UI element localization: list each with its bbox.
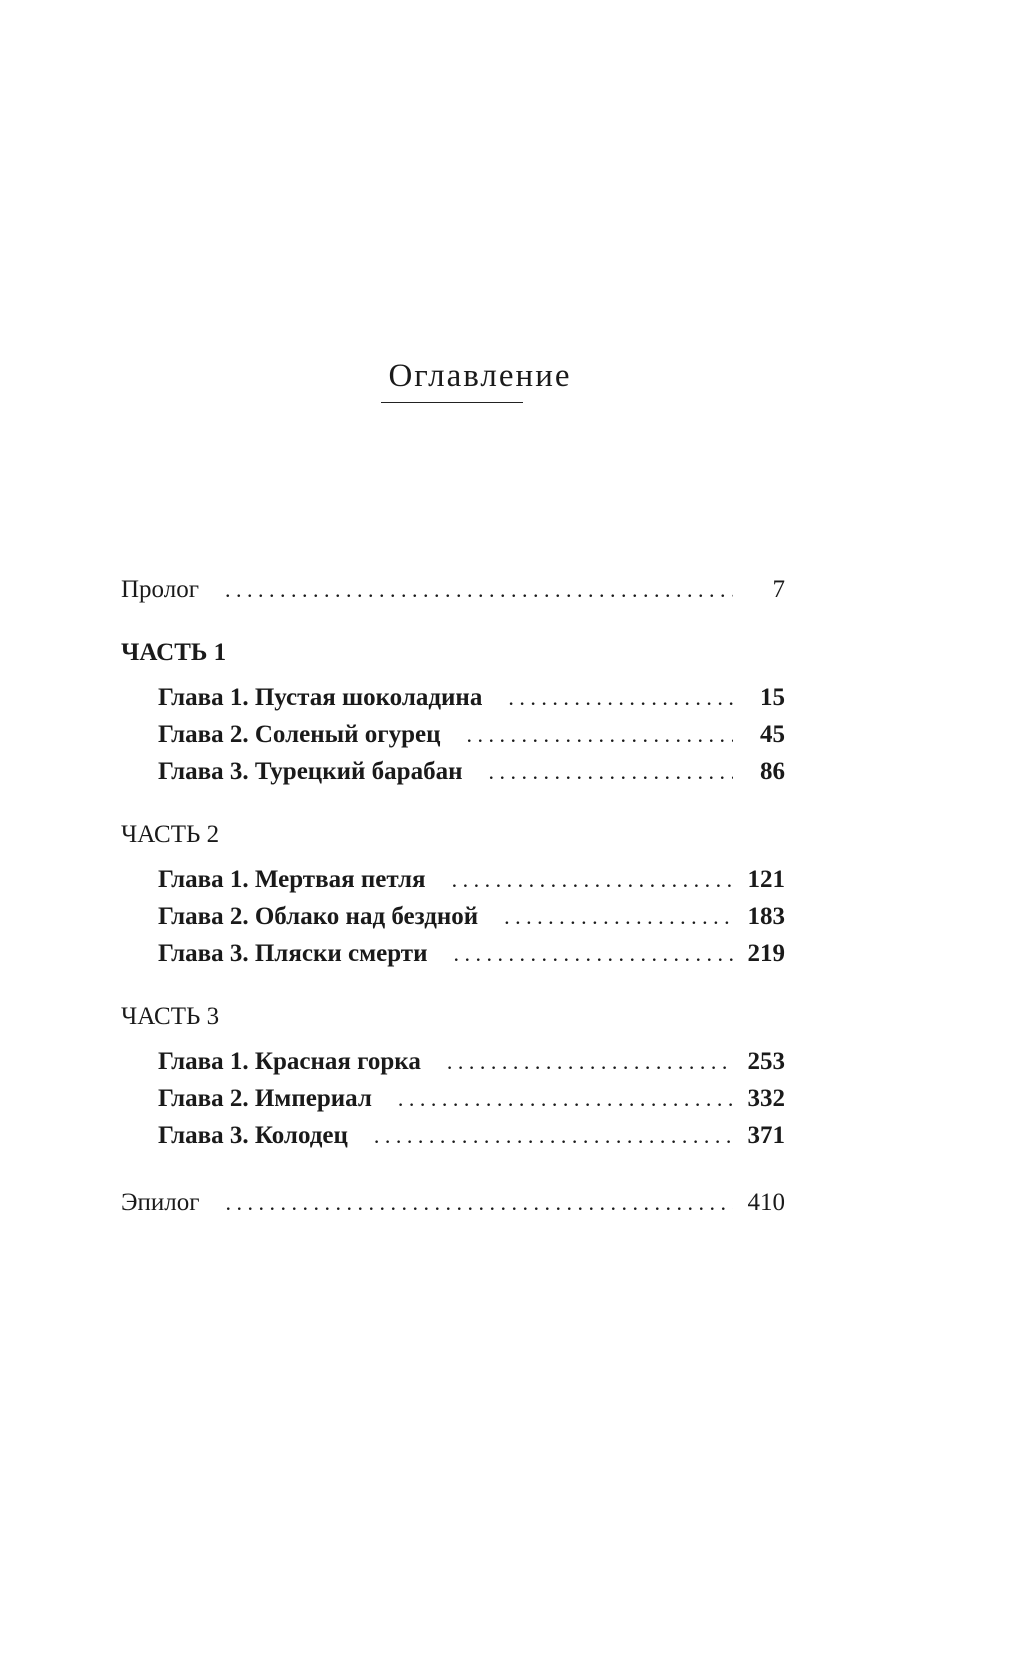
entry-label: Эпилог (121, 1189, 200, 1216)
title-underline (381, 402, 523, 403)
toc-entry-chapter[interactable] (121, 753, 785, 790)
entry-label: Пролог (121, 576, 199, 603)
entry-label: Глава 1. Мертвая петля (158, 866, 426, 893)
page-number: 332 (747, 1085, 785, 1112)
entry-label: Глава 3. Колодец (158, 1122, 348, 1149)
toc-entry-chapter[interactable] (121, 1043, 785, 1080)
part-heading: ЧАСТЬ 2 (121, 821, 220, 848)
dot-leader (454, 935, 734, 972)
toc-entry-chapter[interactable] (121, 716, 785, 753)
toc-entry-chapter[interactable] (121, 1117, 785, 1154)
toc-entry-epilogue[interactable] (121, 1184, 785, 1221)
part-3 (121, 1002, 785, 1154)
dot-leader (452, 861, 733, 898)
dot-leader (447, 1043, 733, 1080)
page-number: 183 (747, 903, 785, 930)
entry-label: Глава 2. Соленый огурец (158, 721, 441, 748)
toc-entry-chapter[interactable] (121, 861, 785, 898)
page-number: 371 (747, 1122, 785, 1149)
entry-label: Глава 1. Красная горка (158, 1048, 421, 1075)
dot-leader (374, 1117, 733, 1154)
entry-label: Глава 2. Облако над бездной (158, 903, 479, 930)
dot-leader (508, 679, 733, 716)
entry-label: Глава 3. Турецкий барабан (158, 758, 463, 785)
dot-leader (226, 1184, 734, 1221)
page-title: Оглавление (388, 358, 572, 394)
dot-leader (225, 571, 733, 608)
toc-entry-chapter[interactable] (121, 679, 785, 716)
part-heading: ЧАСТЬ 1 (121, 639, 227, 666)
part-heading: ЧАСТЬ 3 (121, 1003, 220, 1030)
entry-label: Глава 3. Пляски смерти (158, 940, 428, 967)
page-number: 7 (772, 576, 785, 603)
page-number: 86 (760, 758, 785, 785)
page-number: 121 (747, 866, 785, 893)
page-number: 219 (747, 940, 785, 967)
table-of-contents (121, 571, 785, 1221)
toc-entry-chapter[interactable] (121, 1080, 785, 1117)
page-number: 45 (760, 721, 785, 748)
part-1 (121, 638, 785, 790)
entry-label: Глава 1. Пустая шоколадина (158, 684, 483, 711)
dot-leader (467, 716, 733, 753)
dot-leader (488, 753, 733, 790)
page-number: 410 (747, 1189, 785, 1216)
toc-entry-chapter[interactable] (121, 935, 785, 972)
part-2 (121, 820, 785, 972)
dot-leader (504, 898, 733, 935)
toc-entry-prologue[interactable] (121, 571, 785, 608)
dot-leader (398, 1080, 733, 1117)
page-number: 253 (747, 1048, 785, 1075)
toc-entry-chapter[interactable] (121, 898, 785, 935)
entry-label: Глава 2. Империал (158, 1085, 372, 1112)
page-number: 15 (760, 684, 785, 711)
